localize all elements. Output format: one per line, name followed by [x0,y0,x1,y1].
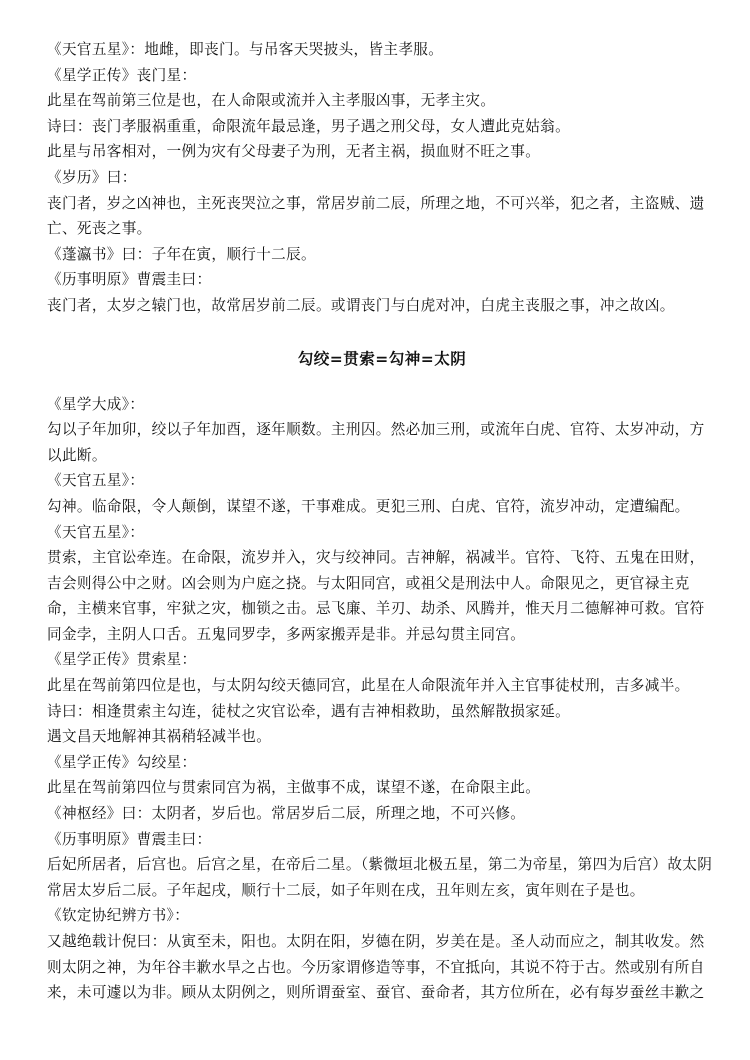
paragraph: 此星在驾前第三位是也，在人命限或流并入主孝服凶事，无孝主灾。 [47,92,496,110]
paragraph: 此星与吊客相对，一例为灾有父母妻子为刑，无者主祸，损血财不旺之事。 [47,143,541,161]
section-mourning-star [47,37,717,319]
paragraph: 《星学正传》丧门星： [47,66,197,84]
section-heading: 勾绞=贯索=勾神=太阴 [297,349,467,368]
paragraph: 又越绝载计倪曰：从寅至未，阳也。太阴在阳，岁德在阴，岁美在是。圣人动而应之，制其收发。然则太阴之神，为年谷丰歉水旱之占也。今历家谓修造等事，不宜抵向，其说不符于古。然或别有所自来，未可遽以为非。顾从太阴例之，则所谓蚕室、蚕官、蚕命者，其方位所在，必有每岁蚕丝丰歉之 [47,933,705,1002]
paragraph: 丧门者，岁之凶神也，主死丧哭泣之事，常居岁前二辰，所理之地，不可兴举，犯之者，主盗贼、遗亡、死丧之事。 [47,194,705,238]
paragraph: 《历事明原》曹震圭曰： [47,271,212,289]
paragraph: 《蓬瀛书》曰：子年在寅，顺行十二辰。 [47,245,316,263]
paragraph: 《星学正传》贯索星： [47,651,197,669]
paragraph: 《钦定协纪辨方书》： [47,907,190,925]
paragraph: 《神枢经》曰：太阴者，岁后也。常居岁后二辰，所理之地，不可兴修。 [47,805,526,823]
paragraph: 《天官五星》： [47,523,145,541]
paragraph: 诗曰：相逢贯索主勾连，徒杖之灾官讼牵，遇有吉神相救助，虽然解散损家延。 [47,702,571,720]
paragraph: 丧门者，太岁之辕门也，故常居岁前二辰。或谓丧门与白虎对冲，白虎主丧服之事，冲之故凶。 [47,296,675,314]
paragraph: 后妃所居者，后宫也。后宫之星，在帝后二星。（紫微垣北极五星，第二为帝星，第四为后宫）故太阴常居太岁后二辰。子年起戌，顺行十二辰，如子年则在戌，丑年则左亥，寅年则在子是也。 [47,856,713,899]
section-gou-jiao [47,392,717,1006]
paragraph: 勾以子年加卯，绞以子年加酉，逐年顺数。主刑囚。然必加三刑，或流年白虎、官符、太岁冲动，方以此断。 [47,421,705,464]
paragraph: 此星在驾前第四位是也，与太阴勾绞天德同宫，此星在人命限流年并入主官事徒杖刑，吉多减半。 [47,677,690,695]
paragraph: 《岁历》曰： [47,168,137,186]
paragraph: 诗曰：丧门孝服祸重重，命限流年最忌逢，男子遇之刑父母，女人遭此克姑翁。 [47,117,571,135]
paragraph: 此星在驾前第四位与贯索同宫为祸，主做事不成，谋望不遂，在命限主此。 [47,779,541,797]
paragraph: 贯索，主官讼牵连。在命限，流岁并入，灾与绞神同。吉神解，祸减半。官符、飞符、五鬼在田财，吉会则得公中之财。凶会则为户庭之挠。与太阳同宫，或祖父是刑法中人。命限见之，更官禄主克命，主横来官事，牢狱之灾，枷锁之击。忌飞廉、羊刃、劫杀、风腾并，惟天月二德解神可救。官符同金孛，主阴人口舌。五鬼同罗孛，多两家搬弄是非。并忌勾贯主同宫。 [47,549,705,643]
paragraph: 勾神。临命限，令人颠倒，谋望不遂，干事难成。更犯三刑、白虎、官符，流岁冲动，定遭编配。 [47,497,690,515]
paragraph: 《星学大成》： [47,395,145,413]
document-page [47,37,717,1006]
paragraph: 《星学正传》勾绞星： [47,753,197,771]
paragraph: 《历事明原》曹震圭曰： [47,830,212,848]
paragraph: 遇文昌天地解神其祸稍轻减半也。 [47,728,272,746]
paragraph: 《天官五星》：地雌，即丧门。与吊客天哭披头，皆主孝服。 [47,41,444,58]
paragraph: 《天官五星》： [47,472,145,490]
